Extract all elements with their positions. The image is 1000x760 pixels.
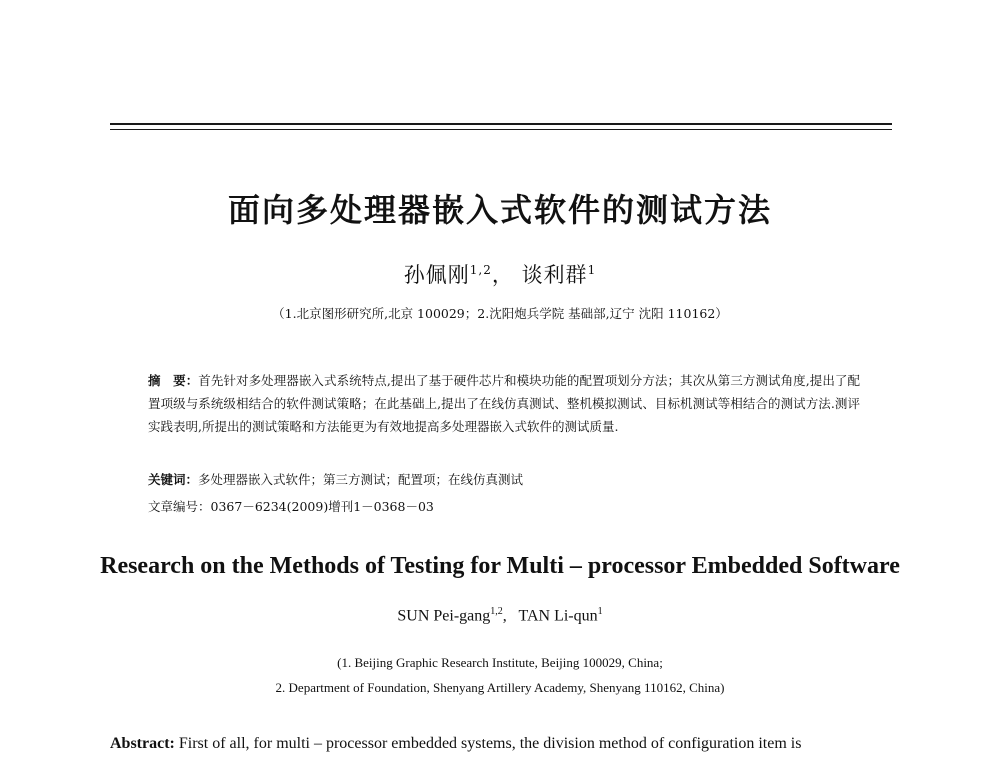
abstract-text: 首先针对多处理器嵌入式系统特点,提出了基于硬件芯片和模块功能的配置项划分方法；其次从第三方测试角度,提出了配置项级与系统级相结合的软件测试策略；在此基础上,提出了在线仿真测试、整机模拟测试、目标机测试等相结合的测试方法.测评实践表明,所提出的测试策略和方法能更为有效地提高多处理器嵌入式软件的测试质量. [148, 373, 860, 434]
author-name: TAN Li-qun [518, 607, 598, 625]
article-number [148, 497, 860, 515]
english-abstract-text: First of all, for multi – processor embedded systems, the division method of configuration item is [174, 735, 802, 752]
abstract-label: 摘 要： [148, 373, 199, 388]
english-abstract [110, 729, 892, 759]
article-number-value: 0367－6234(2009)增刊1－0368－03 [210, 499, 434, 514]
author-name: 孙佩刚 [403, 263, 470, 287]
chinese-title: 面向多处理器嵌入式软件的测试方法 [227, 191, 772, 229]
header-rule-thick [110, 123, 892, 125]
article-number-label: 文章编号： [148, 499, 211, 514]
author-name: SUN Pei-gang [397, 607, 491, 625]
author-separator: ， [491, 263, 522, 287]
author-separator: , [502, 607, 519, 625]
english-affiliation-line-1: (1. Beijing Graphic Research Institute, Beijing 100029, China; [337, 655, 663, 670]
english-title: Research on the Methods of Testing for Multi – processor Embedded Software [100, 553, 900, 579]
english-abstract-label: Abstract: [110, 735, 175, 752]
author-affiliation-mark: 1,2 [490, 606, 503, 617]
keywords-label: 关键词： [148, 472, 199, 487]
chinese-affiliation: （1.北京图形研究所,北京 100029；2.沈阳炮兵学院 基础部,辽宁 沈阳 110162） [272, 306, 728, 321]
chinese-authors [0, 259, 1000, 289]
chinese-abstract [148, 369, 860, 438]
author-affiliation-mark: 1 [597, 606, 603, 617]
header-rule-thin [110, 129, 892, 130]
english-authors [0, 606, 1000, 625]
chinese-keywords [148, 470, 860, 488]
author-affiliation-mark: 1 [587, 263, 597, 277]
author-name: 谈利群 [521, 263, 588, 287]
author-affiliation-mark: 1,2 [469, 263, 492, 277]
english-affiliation-line-2: 2. Department of Foundation, Shenyang Artillery Academy, Shenyang 110162, China) [275, 680, 725, 695]
keywords-text: 多处理器嵌入式软件；第三方测试；配置项；在线仿真测试 [198, 472, 524, 487]
